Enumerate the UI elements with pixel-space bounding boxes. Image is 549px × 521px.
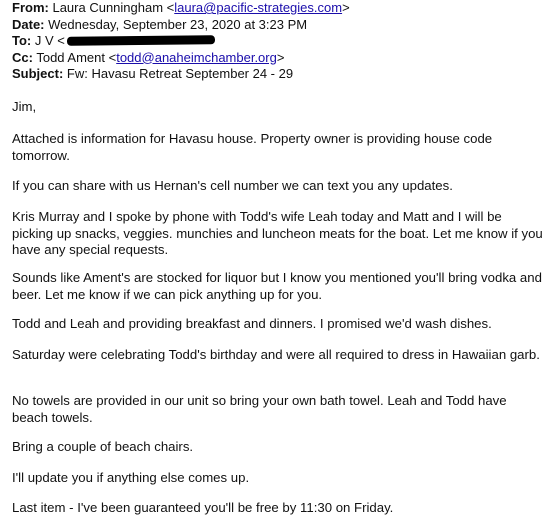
paragraph-cell-number: If you can share with us Hernan's cell number we can text you any updates. xyxy=(12,178,453,193)
cc-end: > xyxy=(276,49,285,65)
cc-email-link[interactable]: todd@anaheimchamber.org xyxy=(116,49,277,65)
subject-value: Fw: Havasu Retreat September 24 - 29 xyxy=(66,66,294,81)
paragraph-meals: Todd and Leah and providing breakfast and dinners. I promised we'd wash dishes. xyxy=(12,316,492,331)
paragraph-last-item: Last item - I've been guaranteed you'll be free by 11:30 on Friday. xyxy=(12,500,394,515)
from-row xyxy=(12,0,350,17)
paragraph-snacks: Kris Murray and I spoke by phone with Todd's wife Leah today and Matt and I will be picking up snacks, veggies. munchies and luncheon meats for the boat. Let me know if you have any special requests. xyxy=(12,209,543,257)
to-value: J V < xyxy=(34,33,65,48)
date-row xyxy=(12,17,350,34)
to-label: To: xyxy=(12,33,32,48)
from-label: From: xyxy=(12,0,49,15)
email-header xyxy=(12,0,350,83)
paragraph-chairs: Bring a couple of beach chairs. xyxy=(12,439,194,454)
paragraph-towels: No towels are provided in our unit so bring your own bath towel. Leah and Todd have beach towels. xyxy=(12,393,507,425)
date-value: Wednesday, September 23, 2020 at 3:23 PM xyxy=(48,16,308,32)
paragraph-attached: Attached is information for Havasu house. Property owner is providing house code tomorrow. xyxy=(12,131,493,163)
redaction-bar xyxy=(67,35,215,46)
date-label: Date: xyxy=(12,16,45,32)
subject-row xyxy=(12,66,350,83)
paragraph-birthday: Saturday were celebrating Todd's birthday and were all required to dress in Hawaiian garb. xyxy=(12,347,540,362)
paragraph-update: I'll update you if anything else comes up. xyxy=(12,470,250,485)
cc-row xyxy=(12,50,350,67)
greeting: Jim, xyxy=(12,99,37,114)
from-end: > xyxy=(342,0,350,15)
from-name: Laura Cunningham < xyxy=(52,0,175,15)
from-email-link[interactable]: laura@pacific-strategies.com xyxy=(174,0,343,15)
subject-label: Subject: xyxy=(12,66,64,81)
to-row xyxy=(12,33,350,50)
cc-label: Cc: xyxy=(12,49,33,65)
cc-name: Todd Ament < xyxy=(36,49,117,65)
paragraph-liquor: Sounds like Ament's are stocked for liquor but I know you mentioned you'll bring vodka and beer. Let me know if we can pick anything up for you. xyxy=(12,270,542,302)
